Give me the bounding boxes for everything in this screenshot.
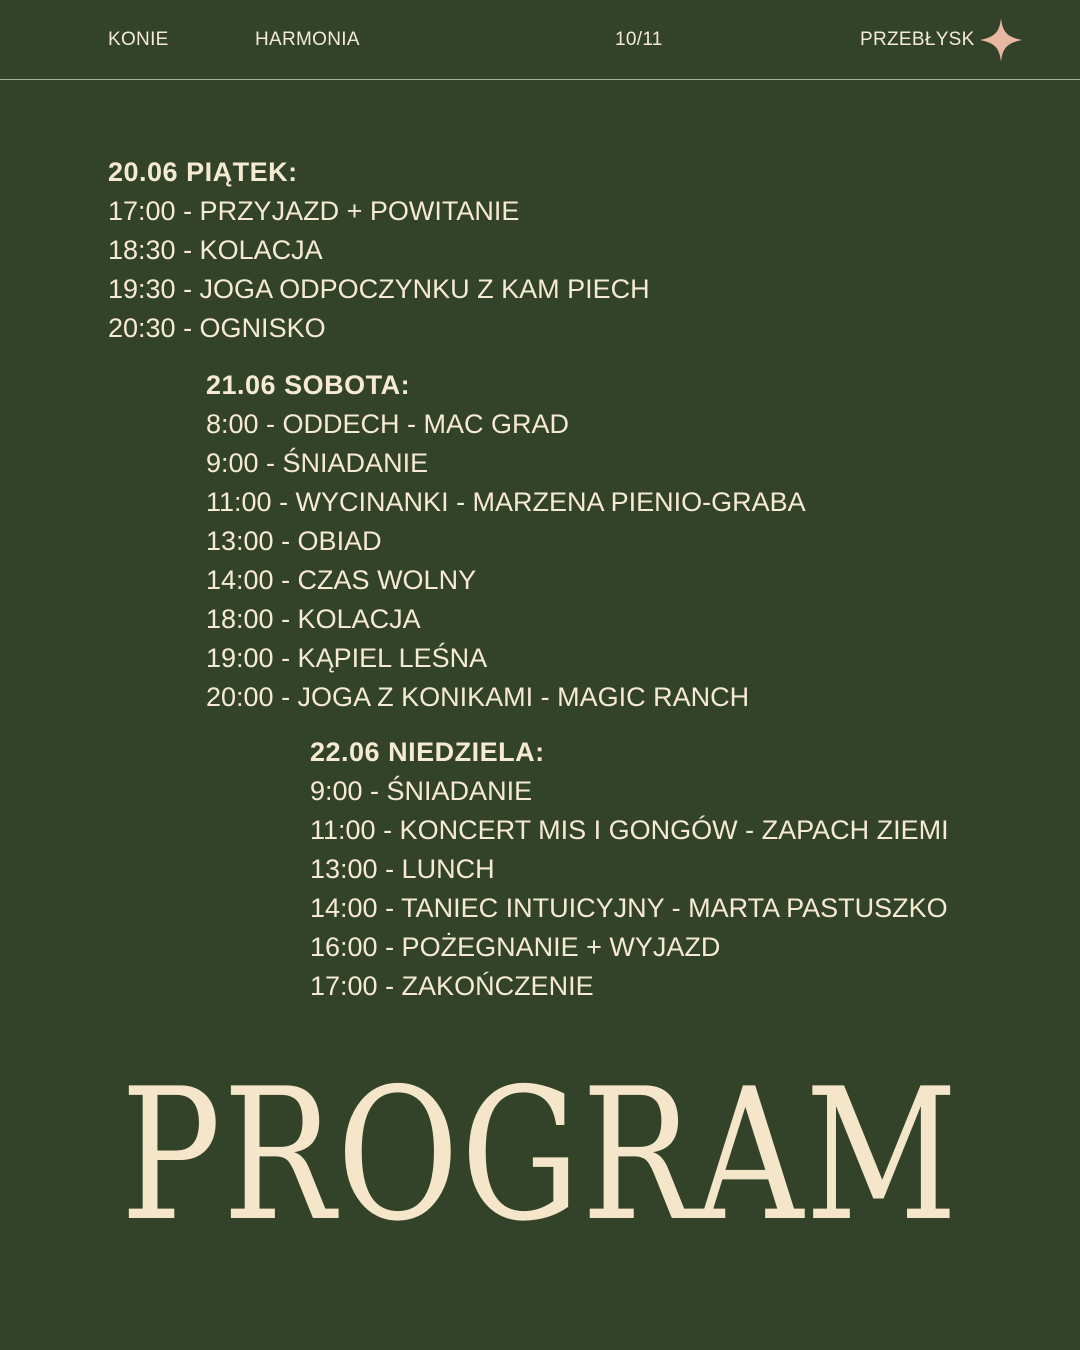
day-heading: 21.06 SOBOTA: [206,370,411,400]
schedule-item: 20:00 - JOGA Z KONIKAMI - MAGIC RANCH [206,682,750,712]
day-schedule-friday [108,153,650,348]
schedule-item: 17:00 - PRZYJAZD + POWITANIE [108,196,520,226]
schedule-item: 16:00 - POŻEGNANIE + WYJAZD [310,932,721,962]
schedule-item: 19:00 - KĄPIEL LEŚNA [206,643,488,673]
nav-item-konie[interactable]: KONIE [108,29,169,50]
schedule-item: 14:00 - CZAS WOLNY [206,565,477,595]
schedule-item: 13:00 - OBIAD [206,526,382,556]
nav-item-harmonia[interactable]: HARMONIA [255,29,360,50]
page-title: PROGRAM [120,1049,960,1261]
schedule-item: 9:00 - ŚNIADANIE [206,448,429,478]
schedule-item: 9:00 - ŚNIADANIE [310,776,533,806]
schedule-item: 18:30 - KOLACJA [108,235,323,265]
sparkle-icon [980,18,1022,62]
brand-name: PRZEBŁYSK [860,29,975,50]
schedule-item: 20:30 - OGNISKO [108,313,326,343]
schedule-item: 14:00 - TANIEC INTUICYJNY - MARTA PASTUSZKO [310,893,948,923]
top-bar [0,0,1080,80]
day-schedule-saturday [206,366,806,717]
schedule-item: 11:00 - KONCERT MIS I GONGÓW - ZAPACH ZIEMI [310,815,949,845]
schedule-item: 13:00 - LUNCH [310,854,495,884]
schedule-item: 18:00 - KOLACJA [206,604,421,634]
schedule-item: 17:00 - ZAKOŃCZENIE [310,971,594,1001]
day-schedule-sunday [310,733,949,1006]
day-heading: 22.06 NIEDZIELA: [310,737,545,767]
schedule-item: 11:00 - WYCINANKI - MARZENA PIENIO-GRABA [206,487,806,517]
day-heading: 20.06 PIĄTEK: [108,157,298,187]
schedule-item: 19:30 - JOGA ODPOCZYNKU Z KAM PIECH [108,274,650,304]
schedule-item: 8:00 - ODDECH - MAC GRAD [206,409,570,439]
page-indicator: 10/11 [615,29,663,50]
